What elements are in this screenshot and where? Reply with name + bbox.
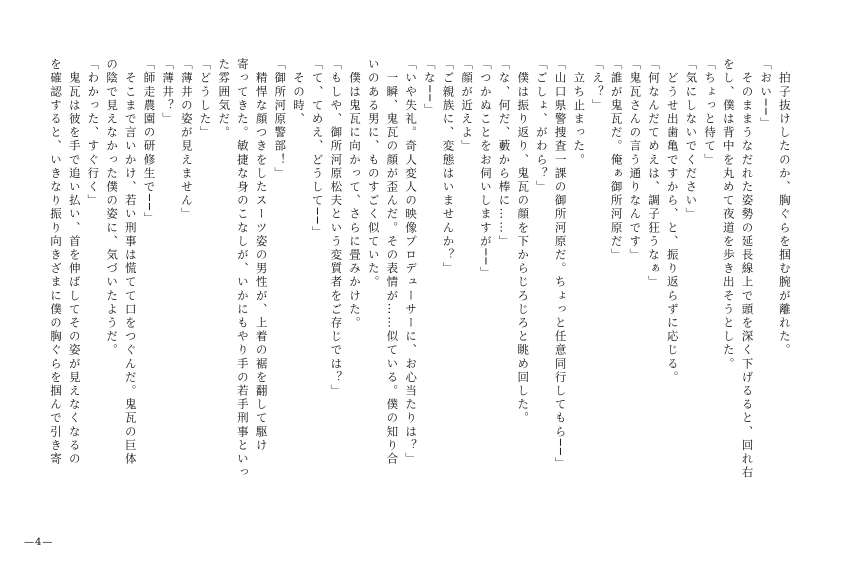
text-line: 「誰が鬼瓦だ。俺ぁ御所河原だ」 xyxy=(609,58,624,262)
text-line: その時、 xyxy=(291,58,306,126)
text-line: 「おい──」 xyxy=(759,58,774,131)
text-line: 「何なんだてめえは、調子狂うなぁ」 xyxy=(647,58,661,290)
text-line: 精悍な顔つきをしたスーツ姿の男性が、上着の裾を翻して駆け xyxy=(254,58,269,453)
text-line: た雰囲気だ。 xyxy=(217,58,232,140)
text-line: そのままうなだれた姿勢の延長線上で頭を深く下げるると、回れ右 xyxy=(740,58,755,480)
text-line: 「師走農園の研修生で──」 xyxy=(142,58,157,226)
text-line: 拍子抜けしたのか、胸ぐらを掴む腕が離れた。 xyxy=(777,58,792,358)
text-line: を確認すると、いきなり振り向きざまに僕の胸ぐらを掴んで引き寄 xyxy=(49,58,63,466)
vertical-text-body xyxy=(50,58,790,518)
text-line: 僕は振り返り、鬼瓦の顔を下からじろじろと眺め回した。 xyxy=(516,58,531,426)
text-line: 「気にしないでください」 xyxy=(684,58,699,222)
text-line: 寄ってきた。敏捷な身のこなしが、いかにもやり手の若手刑事といっ xyxy=(235,58,250,480)
text-line: 立ち止まった。 xyxy=(572,58,587,167)
text-line: 一瞬、鬼瓦の顔が歪んだ。その表情が……似ている。僕の知り合 xyxy=(385,58,400,466)
text-line: 「つかぬことをお伺いしますが──」 xyxy=(478,58,493,281)
text-line: 「て、てめえ、どうして──」 xyxy=(310,58,325,240)
text-line: そこまで言いかけ、若い刑事は慌てて口をつぐんだ。鬼瓦の巨体 xyxy=(123,58,138,466)
text-line: 「な──」 xyxy=(422,58,437,117)
text-line: 「ごしょ、がわら？」 xyxy=(534,58,549,194)
text-line: をし、僕は背中を丸めて夜道を歩き出そうとした。 xyxy=(721,58,736,371)
text-line: 「どうした」 xyxy=(198,58,213,140)
text-line: 鬼瓦は彼を手で追い払い、首を伸ばしてその姿が見えなくなるの xyxy=(67,58,82,466)
text-line: いのある男に、ものすごく似ていた。 xyxy=(366,58,381,290)
text-line: 僕は鬼瓦に向かって、さらに畳みかけた。 xyxy=(348,58,362,330)
text-line: 「ご親族に、変態はいませんか？」 xyxy=(441,58,456,276)
page-number: —4— xyxy=(24,537,54,548)
text-line: 「顔が近えよ」 xyxy=(460,58,475,154)
text-line: 「な、何だ、藪から棒に……」 xyxy=(497,58,512,249)
text-line: の陰で見えなかった僕の姿に、気づいたようだ。 xyxy=(105,58,120,358)
text-line: 「え？」 xyxy=(590,58,605,113)
text-line: 「いや失礼。奇人変人の映像プロデューサーに、お心当たりは？」 xyxy=(404,58,419,466)
text-line: どうせ出歯亀ですから、と、振り返らずに応じる。 xyxy=(665,58,680,385)
text-line: 「もしや、御所河原松夫という変質者をご存じでは？」 xyxy=(329,58,344,398)
text-line: 「ちょっと待て」 xyxy=(703,58,718,167)
text-line: 「鬼瓦さんの言う通りなんです」 xyxy=(628,58,643,262)
text-line: 「薄井？」 xyxy=(161,58,176,126)
text-line: 「薄井の姿が見えません」 xyxy=(179,58,194,222)
text-line: 「御所河原警部！」 xyxy=(273,58,288,181)
text-line: 「山口県警捜査一課の御所河原だ。ちょっと任意同行してもら──」 xyxy=(553,58,568,471)
text-line: 「わかった、すぐ行く」 xyxy=(86,58,101,208)
